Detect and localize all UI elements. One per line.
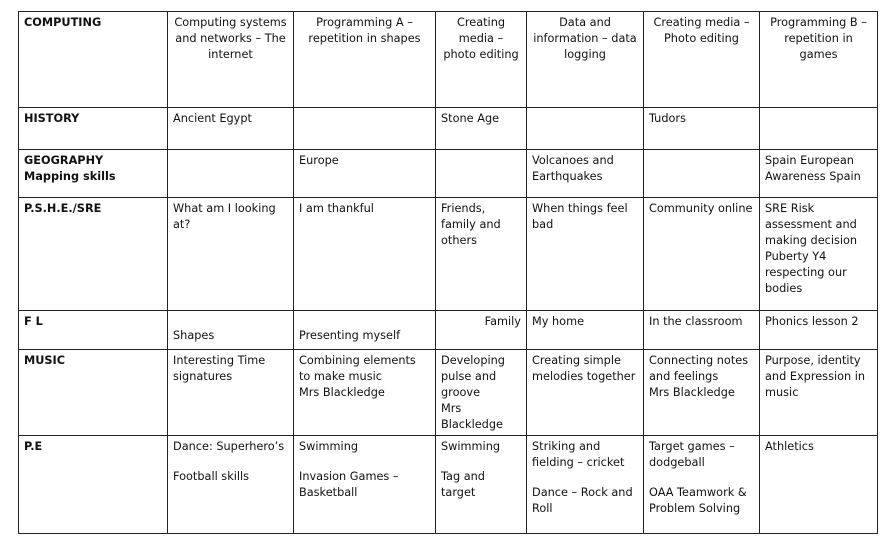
table-row-computing: [19, 12, 878, 108]
cell-music-4: Creating simple melodies together: [527, 350, 644, 436]
cell-fl-6: Phonics lesson 2: [760, 311, 878, 350]
row-label-pshe: P.S.H.E./SRE: [19, 198, 168, 311]
table-row-pshe: [19, 198, 878, 311]
cell-music-3: [436, 350, 527, 436]
cell-history-6: [760, 108, 878, 150]
cell-history-3: Stone Age: [436, 108, 527, 150]
cell-music-1: Interesting Time signatures: [168, 350, 294, 436]
cell-computing-6: Programming B – repetition in games: [760, 12, 878, 108]
cell-pe-4: [527, 436, 644, 534]
row-label-fl: F L: [19, 311, 168, 350]
cell-history-1: Ancient Egypt: [168, 108, 294, 150]
pe-text-1b: Football skills: [173, 470, 250, 483]
cell-history-4: [527, 108, 644, 150]
cell-pe-1: [168, 436, 294, 534]
table-row-fl: [19, 311, 878, 350]
geography-sublabel: Mapping skills: [24, 170, 116, 183]
table-row-history: [19, 108, 878, 150]
cell-pshe-6: SRE Risk assessment and making decision Puberty Y4 respecting our bodies: [760, 198, 878, 311]
music-text-3: Developing pulse and groove: [441, 354, 509, 399]
cell-fl-5: In the classroom: [644, 311, 760, 350]
pe-text-3b: Tag and target: [441, 470, 489, 499]
pe-text-6a: Athletics: [765, 440, 814, 453]
table-row-geography: [19, 150, 878, 198]
cell-fl-1: [168, 311, 294, 350]
cell-geography-1: [168, 150, 294, 198]
cell-music-6: Purpose, identity and Expression in music: [760, 350, 878, 436]
row-label-computing: COMPUTING: [19, 12, 168, 108]
cell-pe-2: [294, 436, 436, 534]
row-label-history: HISTORY: [19, 108, 168, 150]
cell-pshe-3: Friends, family and others: [436, 198, 527, 311]
cell-fl-2: [294, 311, 436, 350]
cell-fl-3: Family: [436, 311, 527, 350]
row-label-music: MUSIC: [19, 350, 168, 436]
music-teacher-5: Mrs Blackledge: [649, 386, 735, 399]
cell-pe-6: [760, 436, 878, 534]
cell-computing-3: Creating media – photo editing: [436, 12, 527, 108]
music-teacher-3: Mrs Blackledge: [441, 402, 503, 431]
pe-text-5b: OAA Teamwork & Problem Solving: [649, 486, 751, 515]
cell-pshe-5: Community online: [644, 198, 760, 311]
cell-computing-4: Data and information – data logging: [527, 12, 644, 108]
row-label-geography: [19, 150, 168, 198]
cell-geography-6: Spain European Awareness Spain: [760, 150, 878, 198]
table-row-pe: [19, 436, 878, 534]
music-text-2: Combining elements to make music: [299, 354, 420, 383]
cell-pe-5: [644, 436, 760, 534]
cell-music-2: [294, 350, 436, 436]
cell-pshe-1: What am I looking at?: [168, 198, 294, 311]
table-row-music: [19, 350, 878, 436]
cell-geography-3: [436, 150, 527, 198]
cell-history-5: Tudors: [644, 108, 760, 150]
geography-label: GEOGRAPHY: [24, 154, 104, 167]
cell-computing-2: Programming A – repetition in shapes: [294, 12, 436, 108]
pe-text-4a: Striking and fielding – cricket: [532, 440, 625, 469]
pe-text-1a: Dance: Superhero’s: [173, 440, 285, 453]
cell-pshe-4: When things feel bad: [527, 198, 644, 311]
pe-text-2a: Swimming: [299, 440, 359, 453]
pe-text-5a: Target games – dodgeball: [649, 440, 739, 469]
music-teacher-2: Mrs Blackledge: [299, 386, 385, 399]
fl-text-2: Presenting myself: [299, 329, 401, 342]
row-label-pe: P.E: [19, 436, 168, 534]
pe-text-2b: Invasion Games – Basketball: [299, 470, 403, 499]
pe-text-3a: Swimming: [441, 440, 501, 453]
curriculum-table: [18, 11, 878, 534]
fl-text-1: Shapes: [173, 329, 215, 342]
cell-pshe-2: I am thankful: [294, 198, 436, 311]
cell-computing-5: Creating media – Photo editing: [644, 12, 760, 108]
music-text-5: Connecting notes and feelings: [649, 354, 752, 383]
cell-music-5: [644, 350, 760, 436]
cell-history-2: [294, 108, 436, 150]
cell-fl-4: My home: [527, 311, 644, 350]
cell-computing-1: Computing systems and networks – The internet: [168, 12, 294, 108]
cell-geography-4: Volcanoes and Earthquakes: [527, 150, 644, 198]
cell-pe-3: [436, 436, 527, 534]
cell-geography-2: Europe: [294, 150, 436, 198]
pe-text-4b: Dance – Rock and Roll: [532, 486, 637, 515]
cell-geography-5: [644, 150, 760, 198]
